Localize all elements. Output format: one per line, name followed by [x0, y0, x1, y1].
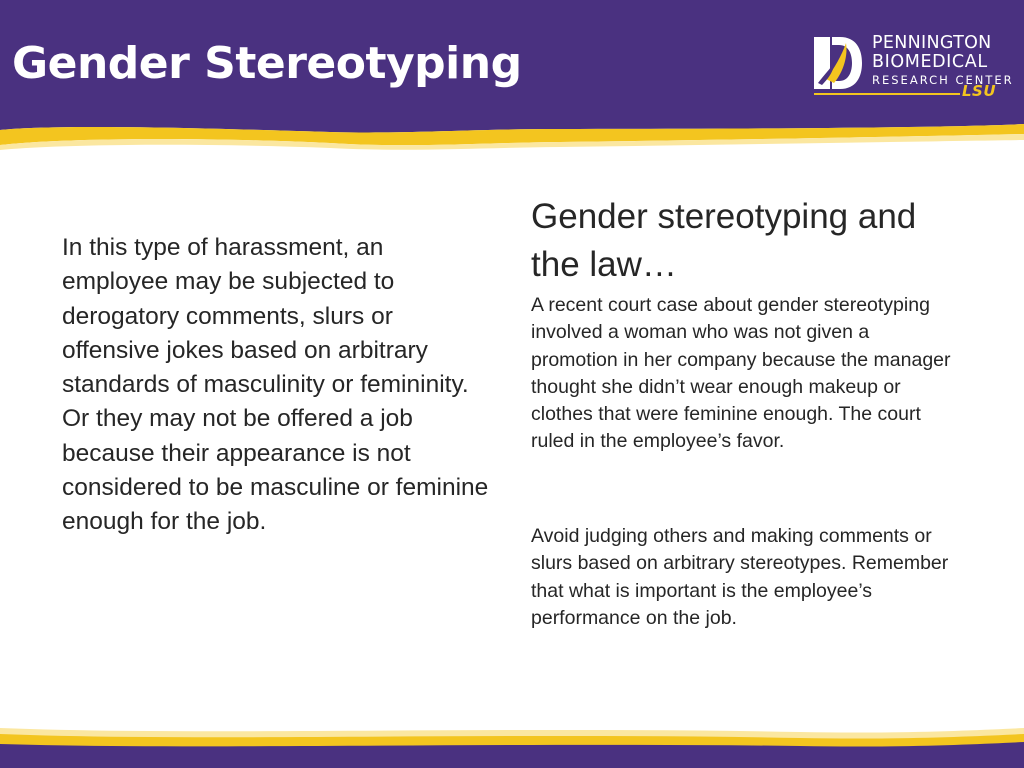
pennington-logo	[812, 33, 1012, 105]
left-column-body: In this type of harassment, an employee may be subjected to derogatory comments, slurs or offensive jokes based on arbitrary standards of masculinity or femininity. Or they may not be offered a job because their appearance is not considered to be masculine or feminine enough for the job.	[62, 234, 489, 536]
logo-text-biomedical: BIOMEDICAL	[872, 52, 988, 72]
right-column-paragraph-advice: Avoid judging others and making comments or slurs based on arbitrary stereotypes. Remember that what is important is the employee’s performance on the job.	[531, 525, 949, 629]
right-column-paragraph-court-case: A recent court case about gender stereotyping involved a woman who was not given a promotion in her company because the manager thought she didn’t wear enough makeup or clothes that were feminine enough. The court ruled in the employee’s favor.	[531, 294, 951, 453]
logo-text-research-center: RESEARCH CENTER	[872, 73, 1014, 87]
footer-band	[0, 724, 1024, 768]
slide-title: Gender Stereotyping	[12, 38, 522, 89]
footer-wave-graphic	[0, 724, 1024, 768]
logo-text-lsu: LSU	[962, 82, 997, 100]
pennington-emblem-icon	[812, 35, 864, 91]
right-column-heading: Gender stereotyping and the law…	[531, 197, 917, 284]
logo-text-pennington: PENNINGTON	[872, 33, 992, 53]
logo-gold-rule	[814, 93, 960, 95]
